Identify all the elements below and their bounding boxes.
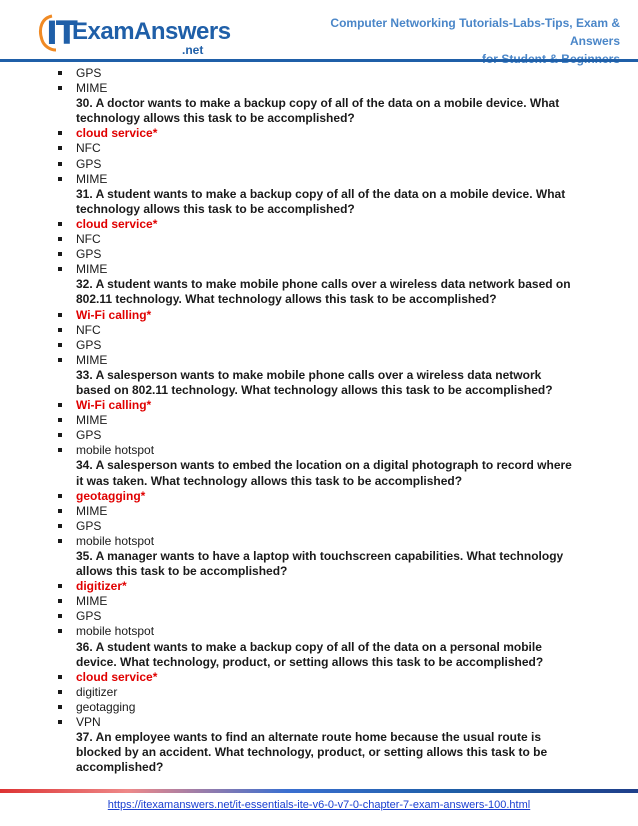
bullet-icon bbox=[58, 146, 62, 150]
answer-option-text: mobile hotspot bbox=[76, 533, 155, 548]
answer-option-text: mobile hotspot bbox=[76, 443, 155, 458]
bullet-icon bbox=[58, 252, 62, 256]
bullet-icon bbox=[58, 494, 62, 498]
answer-option-correct bbox=[58, 489, 578, 504]
question-text: 30. A doctor wants to make a backup copy of all of the data on a mobile device. What technology allows this task to be accomplished? bbox=[76, 96, 560, 126]
answer-option bbox=[58, 609, 578, 624]
answer-option-text: VPN bbox=[76, 715, 101, 730]
bullet-icon bbox=[58, 267, 62, 271]
answer-option-text: MIME bbox=[76, 262, 108, 277]
question-text: 37. An employee wants to find an alternate route home because the usual route is blocked by an accident. What technology, product, or setting allows this task to be accomplished? bbox=[76, 730, 548, 775]
bullet-icon bbox=[58, 448, 62, 452]
answer-option-text: NFC bbox=[76, 232, 101, 247]
answer-option-correct bbox=[58, 217, 578, 232]
answer-option bbox=[58, 443, 578, 458]
footer-source-link[interactable]: https://itexamanswers.net/it-essentials-ite-v6-0-v7-0-chapter-7-exam-answers-100.html bbox=[107, 799, 531, 811]
bullet-icon bbox=[58, 720, 62, 724]
answer-option-text: Wi-Fi calling* bbox=[76, 398, 152, 413]
bullet-icon bbox=[58, 418, 62, 422]
answer-option-text: cloud service* bbox=[76, 126, 158, 141]
bullet-icon bbox=[58, 584, 62, 588]
bullet-icon bbox=[58, 705, 62, 709]
bullet-icon bbox=[58, 675, 62, 679]
bullet-icon bbox=[58, 524, 62, 528]
answer-option bbox=[58, 519, 578, 534]
question-text: 36. A student wants to make a backup copy of all of the data on a personal mobile device. What technology, product, or setting allows this task to be accomplished? bbox=[76, 639, 544, 669]
answer-option bbox=[58, 700, 578, 715]
answer-option bbox=[58, 172, 578, 187]
answer-option bbox=[58, 157, 578, 172]
bullet-icon bbox=[58, 433, 62, 437]
answer-option-text: GPS bbox=[76, 428, 102, 443]
question-text: 34. A salesperson wants to embed the location on a digital photograph to record where it was taken. What technology allows this task to be accomplished? bbox=[76, 458, 572, 488]
answer-option-correct bbox=[58, 670, 578, 685]
answer-option bbox=[58, 323, 578, 338]
answer-option-correct bbox=[58, 398, 578, 413]
answer-option-text: MIME bbox=[76, 81, 108, 96]
answer-option-text: MIME bbox=[76, 503, 108, 518]
question-text: 35. A manager wants to have a laptop with touchscreen capabilities. What technology allows this task to be accomplished? bbox=[76, 549, 564, 579]
answer-option-text: MIME bbox=[76, 171, 108, 186]
header-divider bbox=[0, 59, 638, 62]
bullet-icon bbox=[58, 328, 62, 332]
answer-option-text: GPS bbox=[76, 156, 102, 171]
tagline-line-1: Computer Networking Tutorials-Labs-Tips, Exam & Answers bbox=[330, 16, 620, 48]
answer-option bbox=[58, 504, 578, 519]
document-body bbox=[58, 66, 578, 775]
answer-option bbox=[58, 428, 578, 443]
bullet-icon bbox=[58, 237, 62, 241]
logo-it-mark: IT bbox=[46, 14, 76, 52]
answer-option-text: digitizer bbox=[76, 684, 118, 699]
answer-option-text: NFC bbox=[76, 141, 101, 156]
answer-option-text: Wi-Fi calling* bbox=[76, 307, 152, 322]
answer-option-text: MIME bbox=[76, 594, 108, 609]
bullet-icon bbox=[58, 539, 62, 543]
bullet-icon bbox=[58, 131, 62, 135]
answer-option-text: mobile hotspot bbox=[76, 624, 155, 639]
answer-option-text: NFC bbox=[76, 322, 101, 337]
answer-option bbox=[58, 141, 578, 156]
logo-net: .net bbox=[182, 43, 204, 57]
answer-option-correct bbox=[58, 579, 578, 594]
bullet-icon bbox=[58, 177, 62, 181]
bullet-icon bbox=[58, 343, 62, 347]
answer-option-text: geotagging bbox=[76, 699, 136, 714]
answer-option bbox=[58, 624, 578, 639]
footer-divider bbox=[0, 789, 638, 793]
answer-option bbox=[58, 338, 578, 353]
logo-name: ExamAnswers bbox=[72, 18, 231, 45]
bullet-icon bbox=[58, 71, 62, 75]
answer-option-text: MIME bbox=[76, 352, 108, 367]
answer-option bbox=[58, 534, 578, 549]
bullet-icon bbox=[58, 403, 62, 407]
bullet-icon bbox=[58, 222, 62, 226]
answer-option-text: GPS bbox=[76, 337, 102, 352]
bullet-icon bbox=[58, 358, 62, 362]
page-header bbox=[0, 0, 638, 60]
bullet-icon bbox=[58, 313, 62, 317]
answer-option bbox=[58, 715, 578, 730]
answer-option bbox=[58, 413, 578, 428]
answer-option-text: digitizer* bbox=[76, 579, 127, 594]
answer-option bbox=[58, 262, 578, 277]
answer-option-text: GPS bbox=[76, 518, 102, 533]
answer-option-text: MIME bbox=[76, 413, 108, 428]
answer-option-text: GPS bbox=[76, 66, 102, 80]
answer-option-text: cloud service* bbox=[76, 216, 158, 231]
answer-option-text: geotagging* bbox=[76, 488, 146, 503]
answer-option bbox=[58, 594, 578, 609]
answer-option-text: GPS bbox=[76, 247, 102, 262]
answer-option-text: cloud service* bbox=[76, 669, 158, 684]
answer-option bbox=[58, 66, 578, 81]
bullet-icon bbox=[58, 509, 62, 513]
answer-option-text: GPS bbox=[76, 609, 102, 624]
bullet-icon bbox=[58, 629, 62, 633]
site-logo[interactable] bbox=[40, 10, 231, 58]
answer-option bbox=[58, 353, 578, 368]
bullet-icon bbox=[58, 614, 62, 618]
bullet-icon bbox=[58, 599, 62, 603]
answer-option bbox=[58, 685, 578, 700]
answer-option bbox=[58, 232, 578, 247]
question-text: 31. A student wants to make a backup copy of all of the data on a mobile device. What technology allows this task to be accomplished? bbox=[76, 186, 566, 216]
question-text: 33. A salesperson wants to make mobile phone calls over a wireless data network based on 802.11 technology. What technology allows this task to be accomplished? bbox=[76, 367, 553, 397]
answer-option-correct bbox=[58, 126, 578, 141]
bullet-icon bbox=[58, 690, 62, 694]
answer-option bbox=[58, 81, 578, 96]
answer-option-correct bbox=[58, 308, 578, 323]
question-text: 32. A student wants to make mobile phone calls over a wireless data network based on 802.11 technology. What technology allows this task to be accomplished? bbox=[76, 277, 571, 307]
answer-option bbox=[58, 247, 578, 262]
bullet-icon bbox=[58, 86, 62, 90]
bullet-icon bbox=[58, 162, 62, 166]
